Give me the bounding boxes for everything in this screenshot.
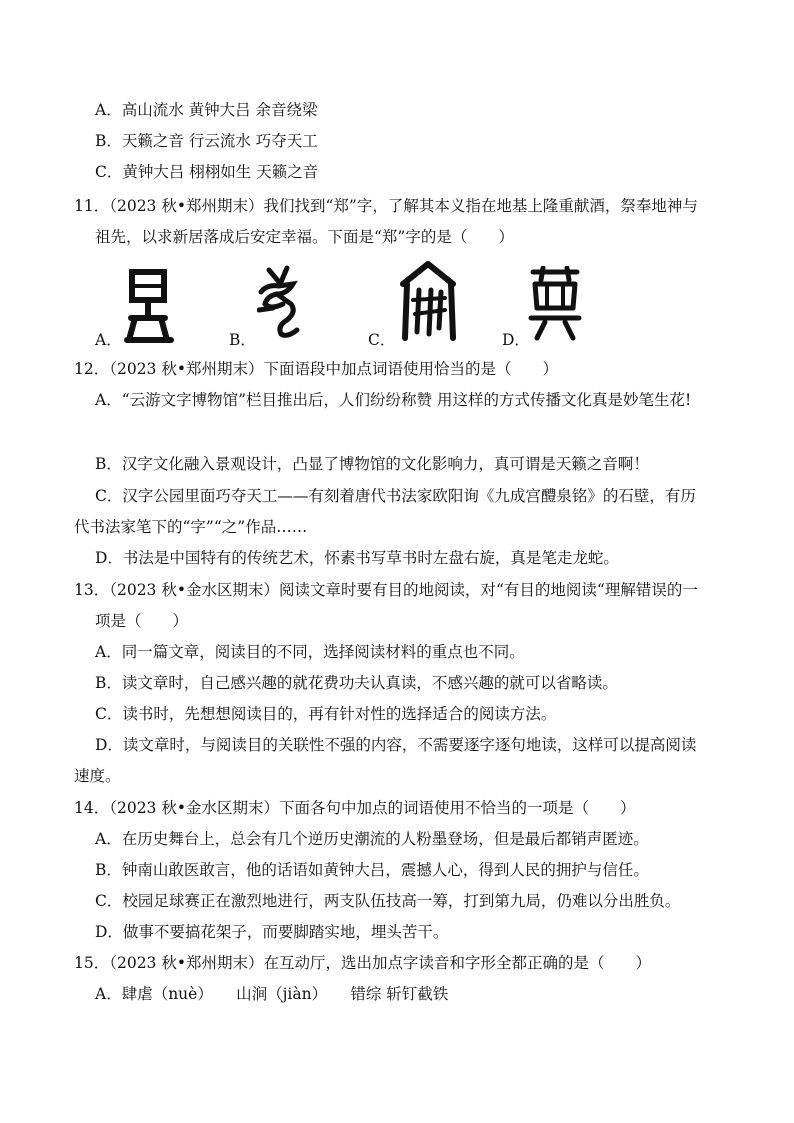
q13-stem-line1: 13．（2023 秋•金水区期末）阅读文章时要有目的地阅读，对“有目的地阅读“理解错误的一: [74, 581, 698, 599]
q11-option-b-label: B．: [229, 331, 256, 349]
q14-stem: 14．（2023 秋•金水区期末）下面各句中加点的词语使用不恰当的一项是（ ）: [74, 799, 636, 817]
q15-option-a: A．肆虐（nuè） 山涧（jiàn） 错综 斩钉截铁: [95, 985, 449, 1003]
ancient-character-b-icon: [257, 264, 307, 340]
q11-glyph-options: [95, 260, 655, 350]
q13-option-d-line2: 速度。: [74, 767, 121, 785]
q13-option-d-line1: D．读文章时，与阅读目的关联性不强的内容，不需要逐字逐句地读，这样可以提高阅读: [95, 736, 697, 754]
q14-option-b: B．钟南山敢医敢言，他的话语如黄钟大吕，震撼人心，得到人民的拥护与信任。: [95, 861, 649, 879]
q13-option-c: C．读书时，先想想阅读目的，再有针对性的选择适合的阅读方法。: [95, 705, 557, 723]
ancient-character-a-icon: [123, 268, 175, 344]
q13-stem-line2: 项是（ ）: [95, 612, 189, 630]
q11-option-a-label: A．: [95, 331, 122, 349]
q10-option-a: A．高山流水 黄钟大吕 余音绕梁: [95, 101, 318, 119]
q14-option-d: D．做事不要搞花架子，而要脚踏实地，埋头苦干。: [95, 923, 449, 941]
q11-stem-line2: 祖先，以求新居落成后安定幸福。下面是“郑”字的是（ ）: [95, 228, 514, 246]
ancient-character-d-icon: [527, 266, 583, 342]
q11-option-c-label: C．: [368, 331, 396, 349]
q12-option-c-line1: C．汉字公园里面巧夺天工——有刻着唐代书法家欧阳询《九成宫醴泉铭》的石壁，有历: [95, 487, 696, 505]
q12-option-b: B．汉字文化融入景观设计，凸显了博物馆的文化影响力，真可谓是天籁之音啊！: [95, 455, 649, 473]
q10-option-c: C．黄钟大吕 栩栩如生 天籁之音: [95, 163, 319, 181]
q14-option-a: A．在历史舞台上，总会有几个逆历史潮流的人粉墨登场，但是最后都销声匿迹。: [95, 830, 649, 848]
q11-stem-line1: 11．（2023 秋•郑州期末）我们找到“郑”字，了解其本义指在地基上隆重献酒，祭奉地神与: [74, 197, 698, 215]
q13-option-b: B．读文章时，自己感兴趣的就花费功夫认真读，不感兴趣的就可以省略读。: [95, 674, 618, 692]
q12-option-c-line2: 代书法家笔下的“字”“之”作品……: [74, 518, 308, 536]
q12-stem: 12．（2023 秋•郑州期末）下面语段中加点词语使用恰当的是（ ）: [74, 360, 558, 378]
q14-option-c: C．校园足球赛正在激烈地进行，两支队伍技高一筹，打到第九局，仍难以分出胜负。: [95, 892, 681, 910]
q11-option-d-label: D．: [502, 331, 530, 349]
q15-stem: 15．（2023 秋•郑州期末）在互动厅，选出加点字读音和字形全都正确的是（ ）: [74, 954, 651, 972]
ancient-character-c-icon: [395, 260, 461, 342]
q10-option-b: B．天籁之音 行云流水 巧夺天工: [95, 132, 318, 150]
q13-option-a: A．同一篇文章，阅读目的不同，选择阅读材料的重点也不同。: [95, 643, 525, 661]
q12-option-a: A．“云游文字博物馆”栏目推出后，人们纷纷称赞 用这样的方式传播文化真是妙笔生花!: [95, 391, 692, 409]
q12-option-d: D．书法是中国特有的传统艺术，怀素书写草书时左盘右旋，真是笔走龙蛇。: [95, 549, 619, 567]
